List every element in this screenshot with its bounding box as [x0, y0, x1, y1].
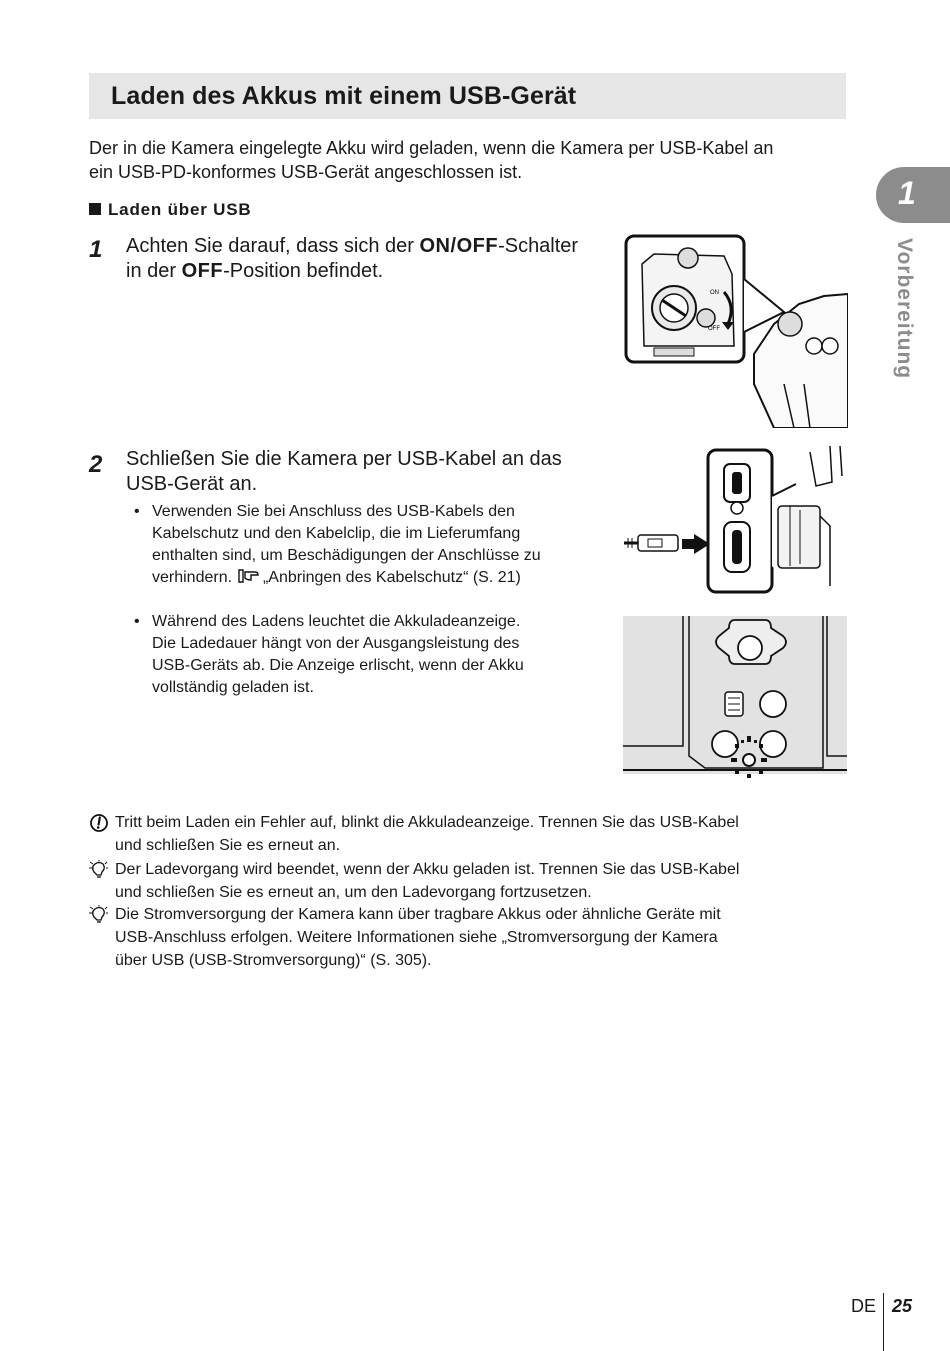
tip-icon	[89, 860, 109, 880]
on-label: ON	[419, 235, 451, 257]
step-1-text	[126, 234, 578, 284]
step-2-number: 2	[89, 451, 103, 478]
footer-page-number: 25	[892, 1296, 913, 1316]
chapter-number: 1	[898, 175, 916, 211]
square-bullet-icon	[89, 203, 101, 215]
bullet-1-line4-pre: verhindern.	[152, 569, 237, 586]
caution-icon	[89, 813, 109, 833]
note-tip-2	[89, 903, 865, 972]
bullet-2-line3: USB-Geräts ab. Die Anzeige erlischt, wenn der Akku	[152, 657, 524, 674]
note-1-line2: und schließen Sie es erneut an.	[115, 837, 341, 854]
step-1-line1-pre: Achten Sie darauf, dass sich der	[126, 235, 420, 257]
note-3-line1: Die Stromversorgung der Kamera kann über tragbare Akkus oder ähnliche Geräte mit	[115, 906, 721, 923]
off-label: OFF	[456, 235, 499, 257]
note-1-line1: Tritt beim Laden ein Fehler auf, blinkt die Akkuladeanzeige. Trennen Sie das USB-Kabel	[115, 814, 739, 831]
title-bar	[89, 73, 846, 119]
bullet-cable-protector	[126, 501, 632, 589]
off-mark: OFF	[708, 326, 720, 332]
note-3-line3: über USB (USB-Stromversorgung)“ (S. 305).	[115, 952, 432, 969]
intro-paragraph	[89, 136, 849, 184]
sub-heading	[89, 200, 251, 220]
bullet-1-line1: Verwenden Sie bei Anschluss des USB-Kabels den	[152, 503, 515, 520]
footer-language: DE	[851, 1296, 877, 1316]
note-tip-1	[89, 858, 865, 904]
bullet-2-line2: Die Ladedauer hängt von der Ausgangsleistung des	[152, 635, 520, 652]
intro-line-2: ein USB-PD-konformes USB-Gerät angeschlossen ist.	[89, 162, 523, 182]
off-label-2: OFF	[181, 260, 224, 282]
slash: /	[450, 235, 457, 257]
bullet-dot-2: •	[134, 613, 140, 630]
bullet-charging-lamp	[126, 611, 622, 699]
chapter-label: Vorbereitung	[893, 238, 916, 380]
step-1-line2-post: -Position befindet.	[223, 260, 384, 282]
bullet-1-line2: Kabelschutz und den Kabelclip, die im Lieferumfang	[152, 525, 521, 542]
step-2-text	[126, 447, 562, 497]
sub-heading-text: Laden über USB	[108, 200, 252, 219]
bullet-1-line3: enthalten sind, um Beschädigungen der Anschlüsse zu	[152, 547, 541, 564]
footer-divider	[883, 1293, 884, 1351]
chapter-tab[interactable]	[876, 167, 950, 223]
note-2-line2: und schließen Sie es erneut an, um den Ladevorgang fortzusetzen.	[115, 884, 592, 901]
step-2-line2: USB-Gerät an.	[126, 473, 258, 495]
note-3-line2: USB-Anschluss erfolgen. Weitere Informationen siehe „Stromversorgung der Kamera	[115, 929, 718, 946]
on-mark: ON	[710, 290, 719, 296]
bullet-dot: •	[134, 503, 140, 520]
note-2-line1: Der Ladevorgang wird beendet, wenn der Akku geladen ist. Trennen Sie das USB-Kabel	[115, 861, 740, 878]
page-title: Laden des Akkus mit einem USB-Gerät	[111, 82, 577, 110]
charging-lamp-figure	[623, 616, 847, 778]
camera-switch-figure	[624, 234, 848, 428]
bullet-2-line1: Während des Ladens leuchtet die Akkuladeanzeige.	[152, 613, 521, 630]
step-1-line1-post: -Schalter	[498, 235, 579, 257]
bullet-2-line4: vollständig geladen ist.	[152, 679, 314, 696]
page-reference-icon	[237, 568, 259, 584]
usb-connection-figure	[620, 446, 848, 596]
intro-line-1: Der in die Kamera eingelegte Akku wird geladen, wenn die Kamera per USB-Kabel an	[89, 138, 774, 158]
step-1-number: 1	[89, 236, 103, 263]
step-2-line1: Schließen Sie die Kamera per USB-Kabel an das	[126, 448, 562, 470]
tip-icon	[89, 905, 109, 925]
note-caution	[89, 811, 865, 857]
bullet-1-line4-ref: „Anbringen des Kabelschutz“ (S. 21)	[258, 569, 521, 586]
step-1-line2-pre: in der	[126, 260, 182, 282]
